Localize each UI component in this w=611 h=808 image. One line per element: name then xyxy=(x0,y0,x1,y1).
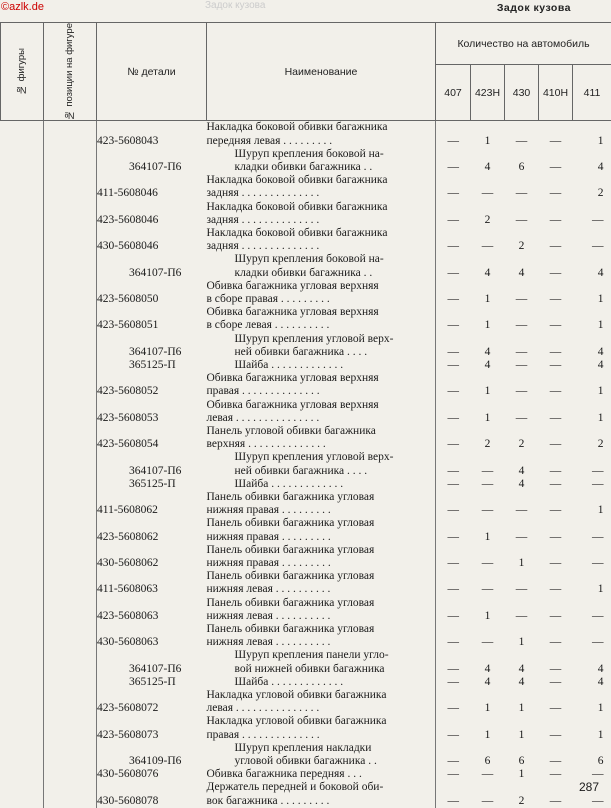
quantity-cell: — xyxy=(539,623,573,649)
quantity-cell: 2 xyxy=(471,201,505,227)
table-row xyxy=(1,768,611,781)
quantity-cell: — xyxy=(505,372,539,398)
quantity-cell: — xyxy=(539,451,573,477)
quantity-cell: — xyxy=(539,399,573,425)
quantity-cell: — xyxy=(505,280,539,306)
quantity-cell: 1 xyxy=(471,280,505,306)
quantity-cell: — xyxy=(471,491,505,517)
part-number: 423-5608063 xyxy=(97,597,207,623)
part-name: Панель обивки багажника угловая нижняя левая . . . . . . . . . . xyxy=(207,597,436,623)
part-number: 423-5608052 xyxy=(97,372,207,398)
figure-cell xyxy=(1,227,44,253)
quantity-cell: — xyxy=(471,781,505,807)
quantity-cell: — xyxy=(505,306,539,332)
quantity-cell: — xyxy=(539,253,573,279)
quantity-cell: 1 xyxy=(505,768,539,781)
quantity-cell: — xyxy=(505,399,539,425)
quantity-cell: — xyxy=(471,544,505,570)
part-number: 423-5608053 xyxy=(97,399,207,425)
table-row xyxy=(1,570,611,596)
quantity-cell: — xyxy=(471,227,505,253)
header-model: 430 xyxy=(505,65,539,121)
quantity-cell: — xyxy=(505,491,539,517)
quantity-cell: 1 xyxy=(573,306,611,332)
quantity-cell: 1 xyxy=(573,715,611,741)
position-cell xyxy=(44,227,97,253)
position-cell xyxy=(44,478,97,491)
quantity-cell: — xyxy=(436,478,471,491)
part-name: Шайба . . . . . . . . . . . . . xyxy=(207,676,436,689)
quantity-cell: 1 xyxy=(471,399,505,425)
quantity-cell: — xyxy=(539,742,573,768)
figure-cell xyxy=(1,280,44,306)
part-number: 364107-П6 xyxy=(97,333,207,359)
position-cell xyxy=(44,306,97,332)
quantity-cell: — xyxy=(539,715,573,741)
figure-cell xyxy=(1,425,44,451)
position-cell xyxy=(44,372,97,398)
quantity-cell: 1 xyxy=(573,280,611,306)
figure-cell xyxy=(1,451,44,477)
quantity-cell: 1 xyxy=(573,121,611,148)
part-number: 423-5608051 xyxy=(97,306,207,332)
table-row xyxy=(1,676,611,689)
header-position-no: № позиции на фигуре xyxy=(44,23,97,121)
quantity-cell: — xyxy=(539,359,573,372)
figure-cell xyxy=(1,478,44,491)
quantity-cell: — xyxy=(436,517,471,543)
figure-cell xyxy=(1,676,44,689)
part-number: 423-5608072 xyxy=(97,689,207,715)
part-name: Шуруп крепления накладки угловой обивки багажника . . xyxy=(207,742,436,768)
part-name: Шуруп крепления боковой на- кладки обивки багажника . . xyxy=(207,253,436,279)
quantity-cell: — xyxy=(436,399,471,425)
part-number: 365125-П xyxy=(97,478,207,491)
quantity-cell: — xyxy=(436,201,471,227)
quantity-cell: 1 xyxy=(471,517,505,543)
part-name: Шуруп крепления угловой верх- ней обивки багажника . . . . xyxy=(207,451,436,477)
quantity-cell: — xyxy=(505,333,539,359)
position-cell xyxy=(44,649,97,675)
quantity-cell: — xyxy=(436,491,471,517)
part-name: Накладка угловой обивки багажника правая . . . . . . . . . . . . . . xyxy=(207,715,436,741)
figure-cell xyxy=(1,148,44,174)
quantity-cell: — xyxy=(573,781,611,807)
watermark: ©azlk.de xyxy=(1,1,44,13)
quantity-cell: — xyxy=(436,280,471,306)
quantity-cell: — xyxy=(436,359,471,372)
part-number: 430-5608046 xyxy=(97,227,207,253)
part-name: Накладка боковой обивки багажника задняя . . . . . . . . . . . . . . xyxy=(207,174,436,200)
part-name: Панель обивки багажника угловая нижняя правая . . . . . . . . . xyxy=(207,544,436,570)
figure-cell xyxy=(1,359,44,372)
quantity-cell: 1 xyxy=(505,544,539,570)
quantity-cell: — xyxy=(436,372,471,398)
quantity-cell: 1 xyxy=(505,623,539,649)
quantity-cell: — xyxy=(539,478,573,491)
part-number: 364109-П6 xyxy=(97,742,207,768)
quantity-cell: 1 xyxy=(573,399,611,425)
quantity-cell: — xyxy=(539,491,573,517)
quantity-cell: 1 xyxy=(505,715,539,741)
position-cell xyxy=(44,491,97,517)
part-number: 365125-П xyxy=(97,359,207,372)
quantity-cell: — xyxy=(539,333,573,359)
part-number: 430-5608078 xyxy=(97,781,207,807)
bleed-through-title: Задок кузова xyxy=(205,0,265,11)
quantity-cell: — xyxy=(539,201,573,227)
part-name: Обивка багажника угловая верхняя правая . . . . . . . . . . . . . . xyxy=(207,372,436,398)
part-number: 430-5608062 xyxy=(97,544,207,570)
quantity-cell: 4 xyxy=(505,451,539,477)
quantity-cell: 1 xyxy=(573,689,611,715)
figure-cell xyxy=(1,306,44,332)
figure-cell xyxy=(1,597,44,623)
part-name: Шуруп крепления угловой верх- ней обивки багажника . . . . xyxy=(207,333,436,359)
quantity-cell: — xyxy=(573,623,611,649)
quantity-cell: — xyxy=(436,333,471,359)
quantity-cell: — xyxy=(505,359,539,372)
figure-cell xyxy=(1,623,44,649)
quantity-cell: 1 xyxy=(471,372,505,398)
part-name: Накладка боковой обивки багажника передняя левая . . . . . . . . . xyxy=(207,121,436,148)
part-number: 423-5608050 xyxy=(97,280,207,306)
quantity-cell: 2 xyxy=(505,227,539,253)
quantity-cell: — xyxy=(471,768,505,781)
part-name: Панель угловой обивки багажника верхняя . . . . . . . . . . . . . . xyxy=(207,425,436,451)
position-cell xyxy=(44,399,97,425)
position-cell xyxy=(44,359,97,372)
quantity-cell: — xyxy=(505,570,539,596)
quantity-cell: 1 xyxy=(573,570,611,596)
table-row xyxy=(1,544,611,570)
part-name: Шуруп крепления боковой на- кладки обивки багажника . . xyxy=(207,148,436,174)
position-cell xyxy=(44,253,97,279)
table-row xyxy=(1,148,611,174)
part-number: 423-5608043 xyxy=(97,121,207,148)
quantity-cell: — xyxy=(539,649,573,675)
table-row xyxy=(1,253,611,279)
quantity-cell: 4 xyxy=(573,148,611,174)
quantity-cell: — xyxy=(436,715,471,741)
table-row xyxy=(1,689,611,715)
quantity-cell: — xyxy=(505,597,539,623)
position-cell xyxy=(44,768,97,781)
part-name: Шайба . . . . . . . . . . . . . xyxy=(207,478,436,491)
quantity-cell: — xyxy=(539,174,573,200)
part-name: Накладка боковой обивки багажника задняя . . . . . . . . . . . . . . xyxy=(207,227,436,253)
quantity-cell: — xyxy=(436,174,471,200)
table-row xyxy=(1,333,611,359)
part-number: 364107-П6 xyxy=(97,148,207,174)
figure-cell xyxy=(1,689,44,715)
quantity-cell: — xyxy=(539,676,573,689)
quantity-cell: 4 xyxy=(505,676,539,689)
part-number: 364107-П6 xyxy=(97,451,207,477)
part-name: Обивка багажника угловая верхняя левая . . . . . . . . . . . . . . . xyxy=(207,399,436,425)
quantity-cell: 6 xyxy=(505,742,539,768)
quantity-cell: 2 xyxy=(505,425,539,451)
quantity-cell: — xyxy=(436,676,471,689)
figure-cell xyxy=(1,781,44,807)
quantity-cell: 4 xyxy=(471,333,505,359)
quantity-cell: — xyxy=(539,781,573,807)
part-number: 365125-П xyxy=(97,676,207,689)
position-cell xyxy=(44,597,97,623)
quantity-cell: 4 xyxy=(471,359,505,372)
quantity-cell: — xyxy=(471,451,505,477)
quantity-cell: — xyxy=(539,306,573,332)
quantity-cell: — xyxy=(436,227,471,253)
position-cell xyxy=(44,676,97,689)
quantity-cell: 2 xyxy=(573,425,611,451)
figure-cell xyxy=(1,742,44,768)
quantity-cell: — xyxy=(573,597,611,623)
table-row xyxy=(1,174,611,200)
quantity-cell: 4 xyxy=(505,649,539,675)
quantity-cell: — xyxy=(436,425,471,451)
position-cell xyxy=(44,715,97,741)
quantity-cell: — xyxy=(436,544,471,570)
header-model: 411 xyxy=(573,65,611,121)
quantity-cell: — xyxy=(436,768,471,781)
quantity-cell: 1 xyxy=(573,491,611,517)
quantity-cell: — xyxy=(505,517,539,543)
quantity-cell: — xyxy=(436,781,471,807)
header-figure-no: № фигуры xyxy=(1,23,44,121)
figure-cell xyxy=(1,491,44,517)
part-name: Панель обивки багажника угловая нижняя правая . . . . . . . . . xyxy=(207,491,436,517)
part-number: 430-5608063 xyxy=(97,623,207,649)
quantity-cell: — xyxy=(471,174,505,200)
page-number: 287 xyxy=(579,780,599,794)
table-row xyxy=(1,623,611,649)
quantity-cell: 4 xyxy=(573,359,611,372)
position-cell xyxy=(44,570,97,596)
position-cell xyxy=(44,742,97,768)
quantity-cell: — xyxy=(539,280,573,306)
quantity-cell: 4 xyxy=(471,649,505,675)
quantity-cell: 6 xyxy=(573,742,611,768)
part-name: Обивка багажника передняя . . . xyxy=(207,768,436,781)
part-number: 364107-П6 xyxy=(97,253,207,279)
figure-cell xyxy=(1,174,44,200)
quantity-cell: 2 xyxy=(505,781,539,807)
table-row xyxy=(1,715,611,741)
header-model: 423Н xyxy=(471,65,505,121)
quantity-cell: — xyxy=(505,201,539,227)
quantity-cell: — xyxy=(436,623,471,649)
quantity-cell: — xyxy=(436,742,471,768)
table-row xyxy=(1,425,611,451)
part-number: 411-5608062 xyxy=(97,491,207,517)
quantity-cell: 4 xyxy=(471,676,505,689)
quantity-cell: — xyxy=(471,570,505,596)
table-row xyxy=(1,742,611,768)
position-cell xyxy=(44,623,97,649)
part-number: 430-5608076 xyxy=(97,768,207,781)
quantity-cell: — xyxy=(573,227,611,253)
quantity-cell: 1 xyxy=(573,372,611,398)
position-cell xyxy=(44,121,97,148)
figure-cell xyxy=(1,333,44,359)
quantity-cell: 4 xyxy=(471,148,505,174)
part-name: Обивка багажника угловая верхняя в сборе левая . . . . . . . . . . xyxy=(207,306,436,332)
part-name: Держатель передней и боковой оби- вок багажника . . . . . . . . . xyxy=(207,781,436,807)
part-number: 423-5608062 xyxy=(97,517,207,543)
quantity-cell: 4 xyxy=(573,253,611,279)
table-row xyxy=(1,451,611,477)
part-name: Шуруп крепления панели угло- вой нижней обивки багажника xyxy=(207,649,436,675)
position-cell xyxy=(44,451,97,477)
part-number: 411-5608046 xyxy=(97,174,207,200)
figure-cell xyxy=(1,768,44,781)
quantity-cell: 1 xyxy=(471,121,505,148)
quantity-cell: 2 xyxy=(471,425,505,451)
quantity-cell: 1 xyxy=(471,715,505,741)
quantity-cell: — xyxy=(436,597,471,623)
part-name: Накладка угловой обивки багажника левая . . . . . . . . . . . . . . . xyxy=(207,689,436,715)
table-row xyxy=(1,372,611,398)
table-row xyxy=(1,359,611,372)
parts-table xyxy=(0,22,611,808)
position-cell xyxy=(44,517,97,543)
position-cell xyxy=(44,689,97,715)
table-row xyxy=(1,121,611,148)
part-name: Панель обивки багажника угловая нижняя левая . . . . . . . . . . xyxy=(207,570,436,596)
quantity-cell: — xyxy=(539,517,573,543)
quantity-cell: 1 xyxy=(505,689,539,715)
quantity-cell: — xyxy=(539,425,573,451)
table-row xyxy=(1,478,611,491)
quantity-cell: — xyxy=(539,227,573,253)
quantity-cell: 1 xyxy=(471,689,505,715)
figure-cell xyxy=(1,201,44,227)
position-cell xyxy=(44,280,97,306)
quantity-cell: — xyxy=(573,478,611,491)
quantity-cell: — xyxy=(505,174,539,200)
position-cell xyxy=(44,544,97,570)
part-name: Обивка багажника угловая верхняя в сборе правая . . . . . . . . . xyxy=(207,280,436,306)
part-number: 411-5608063 xyxy=(97,570,207,596)
quantity-cell: — xyxy=(539,689,573,715)
table-row xyxy=(1,306,611,332)
figure-cell xyxy=(1,253,44,279)
table-row xyxy=(1,781,611,807)
quantity-cell: — xyxy=(471,623,505,649)
quantity-cell: — xyxy=(436,570,471,596)
part-number: 364107-П6 xyxy=(97,649,207,675)
figure-cell xyxy=(1,649,44,675)
quantity-cell: — xyxy=(539,148,573,174)
table-row xyxy=(1,649,611,675)
quantity-cell: — xyxy=(436,689,471,715)
quantity-cell: — xyxy=(539,121,573,148)
figure-cell xyxy=(1,544,44,570)
table-row xyxy=(1,201,611,227)
header-quantity: Количество на автомобиль xyxy=(436,23,611,65)
figure-cell xyxy=(1,715,44,741)
part-number: 423-5608054 xyxy=(97,425,207,451)
quantity-cell: — xyxy=(505,121,539,148)
header-model: 410Н xyxy=(539,65,573,121)
quantity-cell: 4 xyxy=(505,253,539,279)
part-name: Накладка боковой обивки багажника задняя . . . . . . . . . . . . . . xyxy=(207,201,436,227)
quantity-cell: 4 xyxy=(573,676,611,689)
quantity-cell: — xyxy=(539,768,573,781)
quantity-cell: 1 xyxy=(471,597,505,623)
header-model: 407 xyxy=(436,65,471,121)
position-cell xyxy=(44,174,97,200)
section-title: Задок кузова xyxy=(497,2,571,14)
figure-cell xyxy=(1,121,44,148)
quantity-cell: 6 xyxy=(505,148,539,174)
quantity-cell: 4 xyxy=(471,253,505,279)
table-row xyxy=(1,280,611,306)
position-cell xyxy=(44,781,97,807)
quantity-cell: — xyxy=(539,597,573,623)
figure-cell xyxy=(1,399,44,425)
part-number: 423-5608046 xyxy=(97,201,207,227)
header-part-no: № детали xyxy=(97,23,207,121)
header-name: Наименование xyxy=(207,23,436,121)
quantity-cell: — xyxy=(539,570,573,596)
quantity-cell: — xyxy=(573,768,611,781)
table-row xyxy=(1,227,611,253)
part-name: Шайба . . . . . . . . . . . . . xyxy=(207,359,436,372)
quantity-cell: — xyxy=(436,253,471,279)
quantity-cell: 2 xyxy=(573,174,611,200)
part-name: Панель обивки багажника угловая нижняя левая . . . . . . . . . . xyxy=(207,623,436,649)
quantity-cell: — xyxy=(436,148,471,174)
position-cell xyxy=(44,201,97,227)
quantity-cell: — xyxy=(539,544,573,570)
quantity-cell: — xyxy=(436,306,471,332)
figure-cell xyxy=(1,517,44,543)
part-number: 423-5608073 xyxy=(97,715,207,741)
table-row xyxy=(1,491,611,517)
part-name: Панель обивки багажника угловая нижняя правая . . . . . . . . . xyxy=(207,517,436,543)
quantity-cell: — xyxy=(573,201,611,227)
quantity-cell: — xyxy=(573,544,611,570)
position-cell xyxy=(44,148,97,174)
quantity-cell: — xyxy=(573,451,611,477)
quantity-cell: — xyxy=(471,478,505,491)
table-row xyxy=(1,399,611,425)
table-row xyxy=(1,597,611,623)
figure-cell xyxy=(1,372,44,398)
quantity-cell: 1 xyxy=(471,306,505,332)
quantity-cell: 4 xyxy=(573,649,611,675)
position-cell xyxy=(44,425,97,451)
quantity-cell: — xyxy=(436,451,471,477)
table-row xyxy=(1,517,611,543)
quantity-cell: 4 xyxy=(505,478,539,491)
position-cell xyxy=(44,333,97,359)
quantity-cell: — xyxy=(539,372,573,398)
figure-cell xyxy=(1,570,44,596)
quantity-cell: 6 xyxy=(471,742,505,768)
quantity-cell: 4 xyxy=(573,333,611,359)
quantity-cell: — xyxy=(436,649,471,675)
quantity-cell: — xyxy=(436,121,471,148)
quantity-cell: — xyxy=(573,517,611,543)
